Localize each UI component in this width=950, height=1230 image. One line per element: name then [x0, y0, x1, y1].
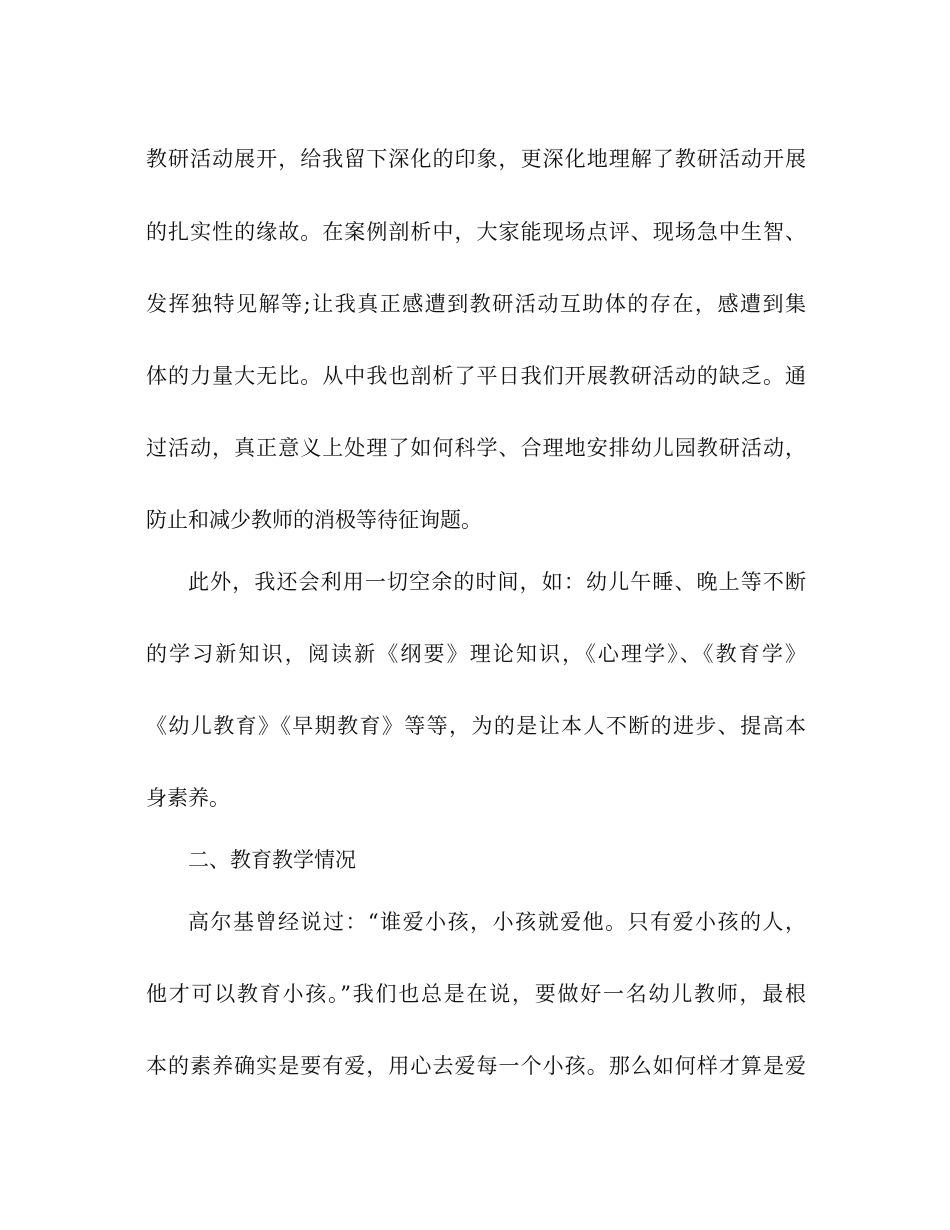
- text-line-10: 身素养。: [146, 786, 230, 810]
- text-line-4: 体的力量大无比。从中我也剖析了平日我们开展教研活动的缺乏。通: [146, 364, 806, 388]
- text-line-14: 本的素养确实是要有爱，用心去爱每一个小孩。那么如何样才算是爱: [146, 1054, 806, 1078]
- text-line-9: 《幼儿教育》《早期教育》等等，为的是让本人不断的进步、提高本: [146, 714, 806, 738]
- text-line-13: 他才可以教育小孩。”我们也总是在说，要做好一名幼儿教师，最根: [146, 982, 806, 1006]
- paragraph-indented-line-1: 此外，我还会利用一切空余的时间，如：幼儿午睡、晚上等不断: [188, 570, 806, 594]
- text-line-3: 发挥独特见解等;让我真正感遭到教研活动互助体的存在，感遭到集: [146, 292, 806, 316]
- text-line-8: 的学习新知识，阅读新《纲要》理论知识，《心理学》、《教育学》: [146, 642, 806, 666]
- section-heading: 二、教育教学情况: [188, 848, 356, 872]
- paragraph-indented-line-2: 高尔基曾经说过：“谁爱小孩，小孩就爱他。只有爱小孩的人，: [188, 910, 806, 934]
- text-line-5: 过活动，真正意义上处理了如何科学、合理地安排幼儿园教研活动，: [146, 436, 806, 460]
- text-line-2: 的扎实性的缘故。在案例剖析中，大家能现场点评、现场急中生智、: [146, 220, 806, 244]
- text-line-1: 教研活动展开，给我留下深化的印象，更深化地理解了教研活动开展: [146, 147, 806, 171]
- text-line-6: 防止和减少教师的消极等待征询题。: [146, 508, 482, 532]
